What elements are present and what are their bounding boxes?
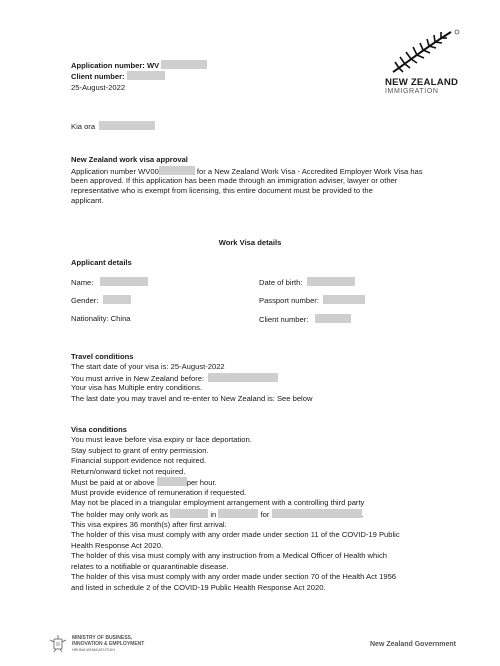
travel-line-4: The last date you may travel and re-enter to New Zealand is: See below <box>71 394 313 403</box>
visa-line-5: Must be paid at or above per hour. <box>71 478 217 487</box>
visa-line-7: May not be placed in a triangular employment arrangement with a controlling third party <box>71 498 365 507</box>
visa-line-14: The holder of this visa must comply with any order made under section 70 of the Health Act 1956 <box>71 572 397 581</box>
client-number: Client number: <box>71 71 165 82</box>
redacted-box <box>99 121 155 130</box>
visa-line-15: and listed in schedule 2 of the COVID-19 Public Health Response Act 2020. <box>71 583 326 592</box>
visa-line-6: Must provide evidence of remuneration if requested. <box>71 488 247 497</box>
redacted-box <box>170 509 208 518</box>
visa-line-8: The holder may only work as in for . <box>71 510 364 519</box>
applicant-dob: Date of birth: <box>259 277 355 288</box>
redacted-box <box>315 314 351 323</box>
visa-line-3: Financial support evidence not required. <box>71 456 207 465</box>
applicant-gender: Gender: <box>71 295 131 306</box>
application-number: Application number: WV <box>71 60 207 71</box>
letter-date: 25-August-2022 <box>71 83 126 92</box>
redacted-box <box>218 509 258 518</box>
redacted-box <box>323 295 365 304</box>
travel-line-2: You must arrive in New Zealand before: <box>71 373 278 384</box>
applicant-heading: Applicant details <box>71 258 132 267</box>
approval-line-1: Application number WV00 for a New Zealand Work Visa - Accredited Employer Work Visa has <box>71 167 423 176</box>
travel-line-1: The start date of your visa is: 25-August-2022 <box>71 362 225 371</box>
redacted-box <box>272 509 362 518</box>
details-title: Work Visa details <box>218 238 282 247</box>
redacted-box <box>159 166 195 175</box>
applicant-name: Name: <box>71 277 148 288</box>
visa-line-1: You must leave before visa expiry or face deportation. <box>71 435 252 444</box>
visa-heading: Visa conditions <box>71 425 127 434</box>
redacted-box <box>103 295 131 304</box>
travel-heading: Travel conditions <box>71 352 134 361</box>
visa-line-11: Health Response Act 2020. <box>71 541 164 550</box>
visa-line-12: The holder of this visa must comply with any instruction from a Medical Officer of Health which <box>71 551 387 560</box>
mbie-logo: MINISTRY OF BUSINESS, INNOVATION & EMPLOYMENT HĪKINA WHAKATUTUKI <box>48 632 188 656</box>
approval-line-3: representative who is exempt from licensing, this entire document must be provided to the <box>71 186 373 195</box>
approval-line-4: applicant. <box>71 196 104 205</box>
redacted-box <box>161 60 207 69</box>
approval-heading: New Zealand work visa approval <box>71 155 188 164</box>
nz-government-logo: New Zealand Government <box>370 641 456 648</box>
applicant-passport: Passport number: <box>259 295 365 306</box>
visa-line-10: The holder of this visa must comply with any order made under section 11 of the COVID-19 Public <box>71 530 400 539</box>
visa-line-13: relates to a notifiable or quarantinable disease. <box>71 562 229 571</box>
redacted-box <box>307 277 355 286</box>
approval-line-2: been approved. If this application has been made through an immigration adviser, lawyer or other <box>71 176 398 185</box>
redacted-box <box>127 71 165 80</box>
visa-line-4: Return/onward ticket not required. <box>71 467 186 476</box>
greeting: Kia ora <box>71 121 155 132</box>
applicant-nationality: Nationality: China <box>71 314 131 323</box>
redacted-box <box>100 277 148 286</box>
immigration-logo: NEW ZEALAND IMMIGRATION <box>385 28 465 100</box>
coat-of-arms-icon <box>48 634 68 654</box>
visa-line-9: This visa expires 36 month(s) after first arrival. <box>71 520 227 529</box>
redacted-box <box>208 373 278 382</box>
silver-fern-icon <box>385 28 465 76</box>
visa-line-2: Stay subject to grant of entry permission. <box>71 446 209 455</box>
redacted-box <box>157 477 187 486</box>
travel-line-3: Your visa has Multiple entry conditions. <box>71 383 202 392</box>
applicant-client-number: Client number: <box>259 314 351 325</box>
